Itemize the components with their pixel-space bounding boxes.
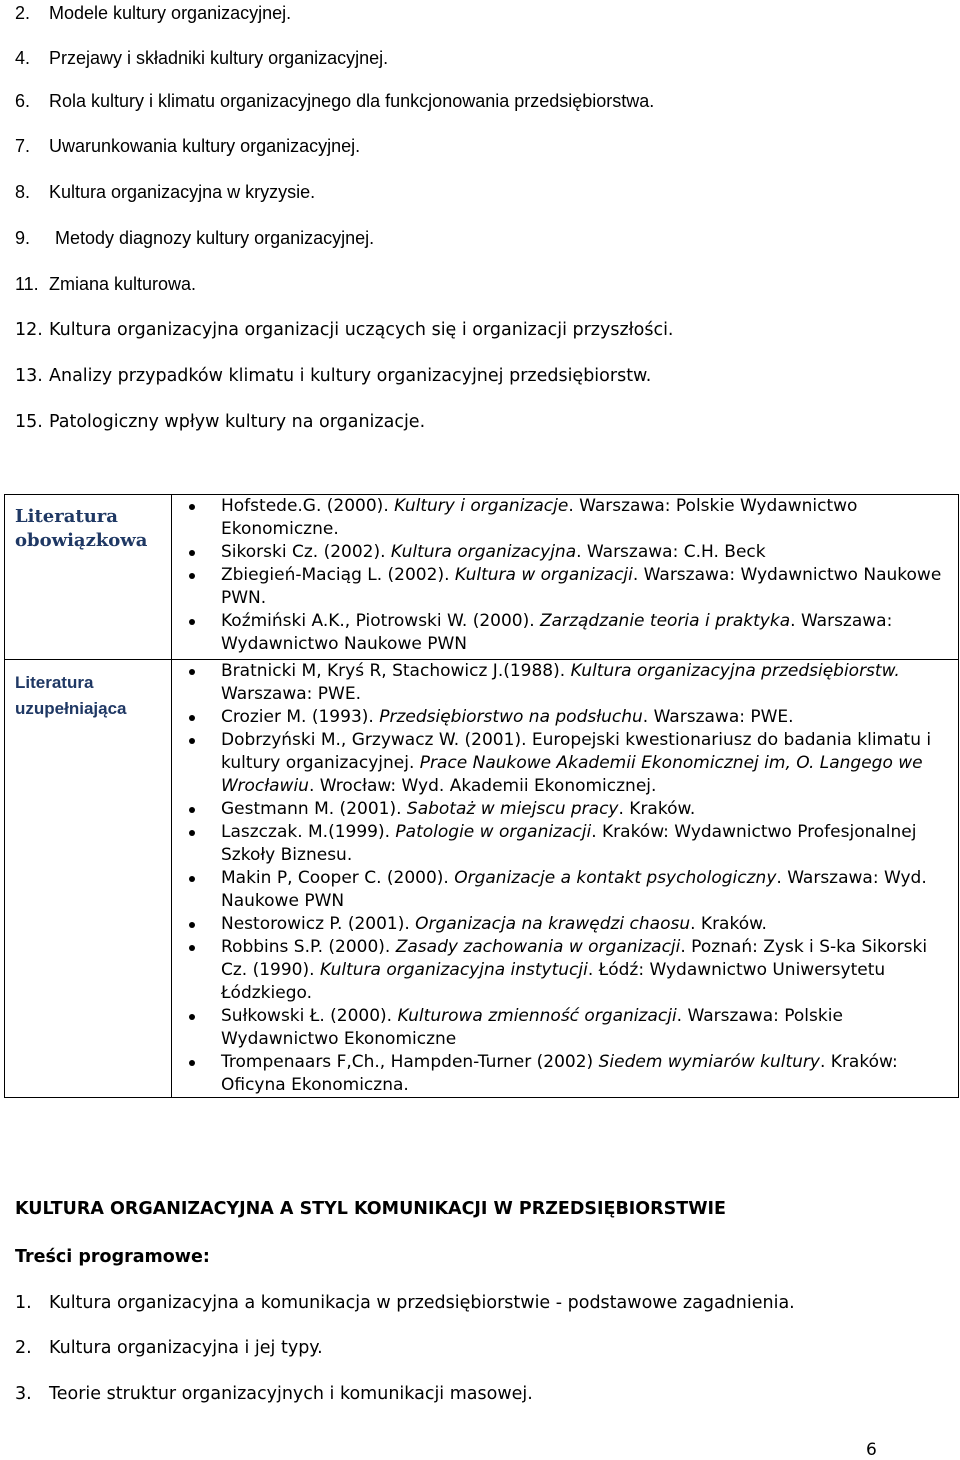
reference-item [172, 541, 958, 564]
reference-text: Zbiegień-Maciąg L. (2002). [221, 565, 455, 585]
reference-item [172, 564, 958, 610]
required-literature-label: Literatura obowiązkowa [5, 495, 172, 660]
reference-title: Siedem wymiarów kultury [598, 1052, 820, 1072]
reference-item [172, 610, 958, 656]
reference-item [172, 495, 958, 541]
reference-title: Prace Naukowe Akademii Ekonomicznej im, O. Langego we Wrocławiu [221, 753, 923, 796]
bullet-icon [189, 619, 195, 625]
reference-text: . Warszawa: Polskie Wydawnictwo Ekonomiczne. [221, 496, 858, 539]
reference-item [172, 706, 958, 729]
reference-item [172, 821, 958, 867]
reference-item [172, 660, 958, 706]
reference-title: Kulturowa zmienność organizacji [397, 1006, 677, 1026]
reference-title: Organizacja na krawędzi chaosu [415, 914, 691, 934]
supplementary-literature-list [172, 660, 959, 1098]
reference-item [172, 1005, 958, 1051]
reference-text: . Kraków: Oficyna Ekonomiczna. [221, 1052, 898, 1095]
reference-title: Patologie w organizacji [395, 822, 592, 842]
reference-text: . Wrocław: Wyd. Akademii Ekonomicznej. [308, 776, 657, 796]
reference-text: . Poznań: Zysk i S-ka Sikorski Cz. (1990). [221, 937, 928, 980]
reference-title: Zarządzanie teoria i praktyka [540, 611, 791, 631]
reference-text: . Warszawa: Wydawnictwo Naukowe PWN [221, 611, 893, 654]
bullet-icon [189, 807, 195, 813]
reference-title: Kultura w organizacji [454, 565, 633, 585]
reference-item [172, 913, 958, 936]
table-row [5, 660, 959, 1098]
reference-text: Nestorowicz P. (2001). [221, 914, 416, 934]
reference-text: Sikorski Cz. (2002). [221, 542, 391, 562]
reference-text: . Kraków: Wydawnictwo Profesjonalnej Szkoły Biznesu. [221, 822, 917, 865]
bullet-icon [189, 1060, 195, 1066]
literature-table [4, 494, 959, 1098]
reference-title: Przedsiębiorstwo na podsłuchu [379, 707, 643, 727]
reference-text: . Kraków. [690, 914, 767, 934]
reference-item [172, 729, 958, 798]
section-heading: KULTURA ORGANIZACYJNA A STYL KOMUNIKACJI W PRZEDSIĘBIORSTWIE [15, 1199, 726, 1219]
bullet-icon [189, 504, 195, 510]
reference-title: Zasady zachowania w organizacji [395, 937, 681, 957]
page-number: 6 [866, 1440, 877, 1460]
bullet-icon [189, 573, 195, 579]
reference-text: Robbins S.P. (2000). [221, 937, 396, 957]
reference-title: Kultury i organizacje [394, 496, 569, 516]
reference-text: Crozier M. (1993). [221, 707, 380, 727]
bullet-icon [189, 945, 195, 951]
reference-item [172, 1051, 958, 1097]
reference-title: Sabotaż w miejscu pracy [406, 799, 619, 819]
reference-title: Kultura organizacyjna przedsiębiorstw. [570, 661, 900, 681]
bullet-icon [189, 876, 195, 882]
reference-item [172, 867, 958, 913]
list-item: 1. Kultura organizacyjna a komunikacja w przedsiębiorstwie - podstawowe zagadnienia. [15, 1293, 795, 1313]
reference-text: . Warszawa: Polskie Wydawnictwo Ekonomiczne [221, 1006, 843, 1049]
bullet-icon [189, 922, 195, 928]
reference-text: Bratnicki M, Kryś R, Stachowicz J.(1988). [221, 661, 571, 681]
program-content-label: Treści programowe: [15, 1247, 210, 1267]
reference-text: . Warszawa: PWE. [642, 707, 794, 727]
table-row [5, 495, 959, 660]
bullet-icon [189, 1014, 195, 1020]
required-literature-list [172, 495, 959, 660]
bullet-icon [189, 738, 195, 744]
reference-title: Kultura organizacyjna [390, 542, 577, 562]
reference-item [172, 936, 958, 1005]
reference-text: Sułkowski Ł. (2000). [221, 1006, 398, 1026]
reference-text: Hofstede.G. (2000). [221, 496, 395, 516]
reference-text: . Warszawa: Wyd. Naukowe PWN [221, 868, 927, 911]
reference-text: . Kraków. [618, 799, 696, 819]
supplementary-literature-label: Literatura uzupełniająca [5, 660, 172, 1098]
reference-title: Kultura organizacyjna instytucji [319, 960, 588, 980]
bullet-icon [189, 715, 195, 721]
bullet-icon [189, 830, 195, 836]
reference-text: Gestmann M. (2001). [221, 799, 407, 819]
list-item: 2. Kultura organizacyjna i jej typy. [15, 1338, 323, 1358]
bullet-icon [189, 669, 195, 675]
reference-text: Dobrzyński M., Grzywacz W. (2001). Europejski kwestionariusz do badania klimatu i kultury organizacyjnej. [221, 730, 932, 773]
reference-text: . Łódź: Wydawnictwo Uniwersytetu Łódzkiego. [221, 960, 886, 1003]
reference-item [172, 798, 958, 821]
bullet-icon [189, 550, 195, 556]
reference-text: Laszczak. M.(1999). [221, 822, 396, 842]
reference-text: Koźmiński A.K., Piotrowski W. (2000). [221, 611, 541, 631]
reference-text: Trompenaars F,Ch., Hampden-Turner (2002) [221, 1052, 599, 1072]
reference-title: Organizacje a kontakt psychologiczny [454, 868, 777, 888]
reference-text: . Warszawa: Wydawnictwo Naukowe PWN. [221, 565, 942, 608]
list-item: 3. Teorie struktur organizacyjnych i komunikacji masowej. [15, 1384, 533, 1404]
reference-text: . Warszawa: C.H. Beck [576, 542, 766, 562]
reference-text: Makin P, Cooper C. (2000). [221, 868, 455, 888]
reference-text: Warszawa: PWE. [221, 684, 361, 704]
